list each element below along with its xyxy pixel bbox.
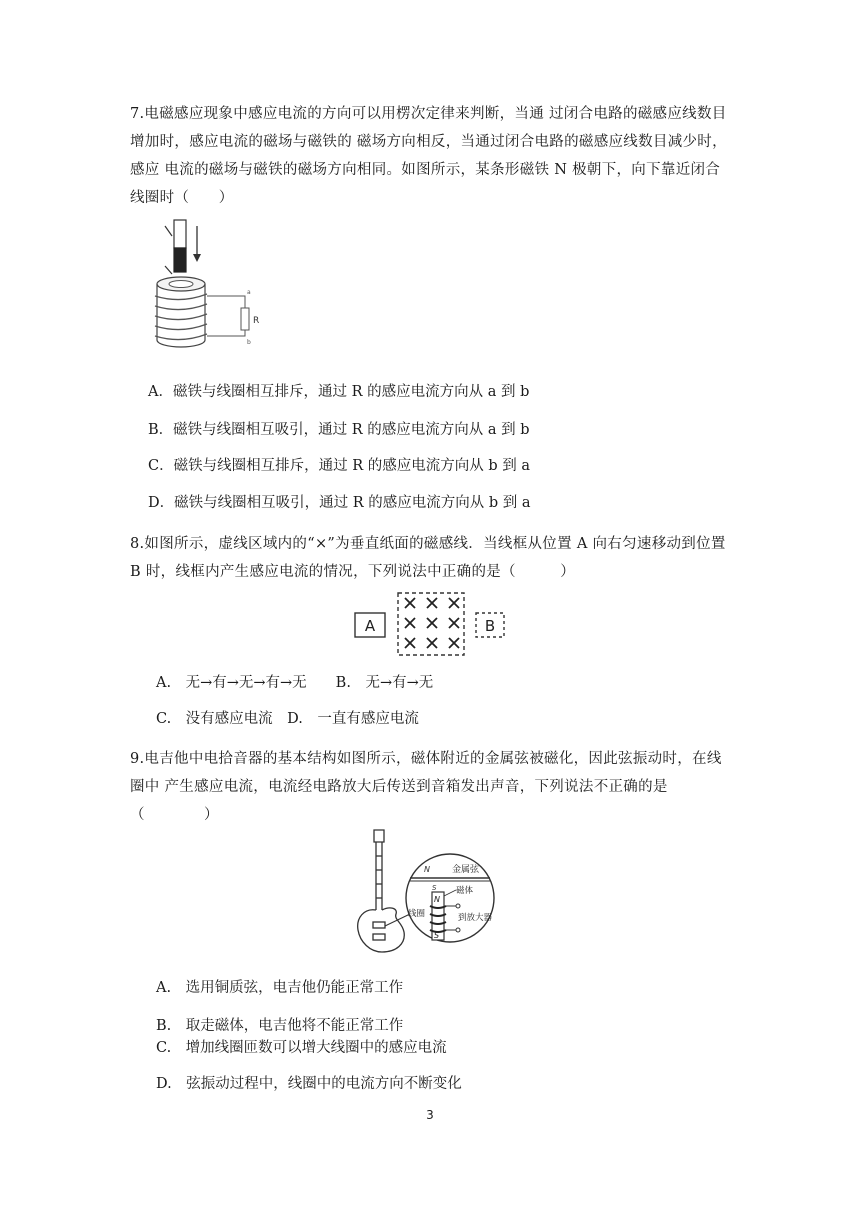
q9-option-d: D. 弦振动过程中，线圈中的电流方向不断变化 (156, 1076, 462, 1092)
q9-option-a: A. 选用铜质弦，电吉他仍能正常工作 (156, 980, 404, 996)
q7-terminal-b: b (247, 339, 251, 346)
q9-guitar-pickup-figure (352, 826, 512, 960)
q9-label-amp: 到放大器 (458, 913, 493, 923)
q8-label-a: A (364, 617, 376, 635)
q9-option-b: B. 取走磁体，电吉他将不能正常工作 (156, 1018, 404, 1034)
q9-label-string: 金属弦 (452, 865, 480, 875)
q7-option-c: C．磁铁与线圈相互排斥，通过 R 的感应电流方向从 b 到 a (148, 458, 530, 474)
q7-terminal-a: a (247, 289, 251, 296)
question-8-stem: 8.如图所示，虚线区域内的“×”为垂直纸面的磁感线．当线框从位置 A 向右匀速移动到位置 B 时，线框内产生感应电流的情况，下列说法中正确的是（ ） (130, 536, 726, 580)
q8-options-row-1: A. 无→有→无→有→无 B. 无→有→无 (156, 675, 434, 691)
q9-label-n-top: N (424, 865, 430, 874)
q7-option-d: D．磁铁与线圈相互吸引，通过 R 的感应电流方向从 b 到 a (148, 495, 531, 511)
q7-option-b: B．磁铁与线圈相互吸引，通过 R 的感应电流方向从 a 到 b (148, 422, 530, 438)
guitar-icon (358, 830, 405, 952)
q7-magnet-coil-figure (145, 212, 265, 362)
q8-label-b: B (484, 617, 496, 635)
q8-magnetic-field-figure (352, 588, 512, 660)
q7-option-a: A．磁铁与线圈相互排斥，通过 R 的感应电流方向从 a 到 b (148, 384, 530, 400)
q7-resistor-label: R (253, 316, 260, 326)
question-9-stem: 9.电吉他中电拾音器的基本结构如图所示，磁体附近的金属弦被磁化，因此弦振动时，在线圈中 产生感应电流，电流经电路放大后传送到音箱发出声音，下列说法不正确的是（ ） (130, 751, 722, 823)
q8-options-row-2: C. 没有感应电流 D. 一直有感应电流 (156, 711, 419, 727)
question-7-stem: 7.电磁感应现象中感应电流的方向可以用楞次定律来判断，当通 过闭合电路的磁感应线数目增加时，感应电流的磁场与磁铁的 磁场方向相反，当通过闭合电路的磁感应线数目减少时，感应 电流的磁场与磁铁的磁场方向相同。如图所示，某条形磁铁 N 极朝下，向下靠近闭合线圈时（ ） (130, 106, 727, 206)
q9-option-c: C. 增加线圈匝数可以增大线圈中的感应电流 (156, 1040, 447, 1056)
q9-label-magnet: 磁体 (456, 886, 474, 896)
q9-label-s-top: S (432, 884, 437, 892)
page-number: 3 (426, 1108, 434, 1122)
q9-label-coil: 线圈 (408, 909, 426, 919)
q9-label-n: N (434, 895, 440, 904)
q9-label-s: S (434, 931, 440, 940)
q8-field-crosses (405, 598, 459, 648)
